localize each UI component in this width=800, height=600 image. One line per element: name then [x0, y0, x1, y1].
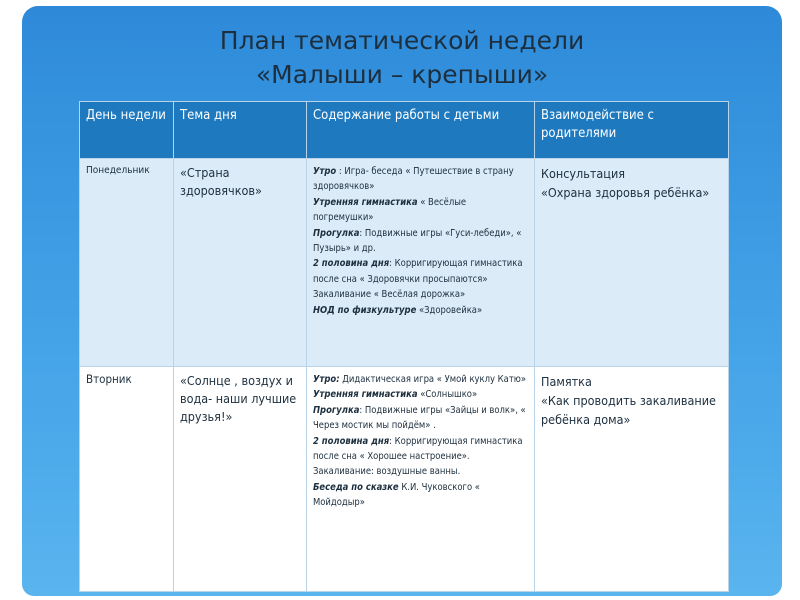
work-line: 2 половина дня: Корригирующая гимнастика после сна « Здоровячки просыпаются» [313, 258, 523, 285]
cell-work [307, 159, 535, 367]
work-line: Утренняя гимнастика «Солнышко» [313, 389, 478, 401]
cell-day: Вторник [80, 367, 174, 592]
parents-type: Памятка [541, 374, 592, 389]
work-line: Прогулка: Подвижные игры «Зайцы и волк», « Через мостик мы пойдём» . [313, 404, 526, 432]
parents-topic: «Как проводить закаливание ребёнка дома» [541, 393, 716, 427]
work-line: Закаливание « Весёлая дорожка» [313, 289, 466, 301]
cell-parents [535, 367, 729, 592]
title-line-1: План тематической недели [219, 26, 585, 55]
work-line: Утро : Игра- беседа « Путешествие в страну здоровячков» [313, 166, 514, 193]
work-line: Беседа по сказке К.И. Чуковского « Мойдодыр» [313, 481, 480, 509]
cell-day: Понедельник [80, 159, 174, 367]
cell-parents [535, 159, 729, 367]
header-parents: Взаимодействие с родителями [535, 102, 729, 159]
work-line: 2 половина дня: Корригирующая гимнастика после сна « Хорошее настроение». Закаливание: воздушные ванны. [313, 435, 523, 478]
work-line: Прогулка: Подвижные игры «Гуси-лебеди», « Пузырь» и др. [313, 227, 522, 255]
cell-theme: «Страна здоровячков» [174, 159, 307, 367]
cell-theme: «Солнце , воздух и вода- наши лучшие друзья!» [174, 367, 307, 592]
work-line: НОД по физкультуре «Здоровейка» [313, 304, 483, 316]
week-plan-table [79, 101, 729, 592]
table-row [80, 159, 729, 367]
parents-topic: «Охрана здоровья ребёнка» [541, 185, 710, 200]
table-row [80, 367, 729, 592]
header-day: День недели [80, 102, 174, 159]
work-line: Утренняя гимнастика « Весёлые погремушки» [313, 196, 467, 224]
header-work: Содержание работы с детьми [307, 102, 535, 159]
cell-work [307, 367, 535, 592]
title-line-2: «Малыши – крепыши» [255, 60, 549, 89]
header-theme: Тема дня [174, 102, 307, 159]
table-header-row [80, 102, 729, 159]
parents-type: Консультация [541, 166, 626, 181]
slide-background [22, 6, 782, 596]
work-line: Утро: Дидактическая игра « Умой куклу Катю» [313, 374, 527, 385]
page-title [22, 24, 782, 92]
